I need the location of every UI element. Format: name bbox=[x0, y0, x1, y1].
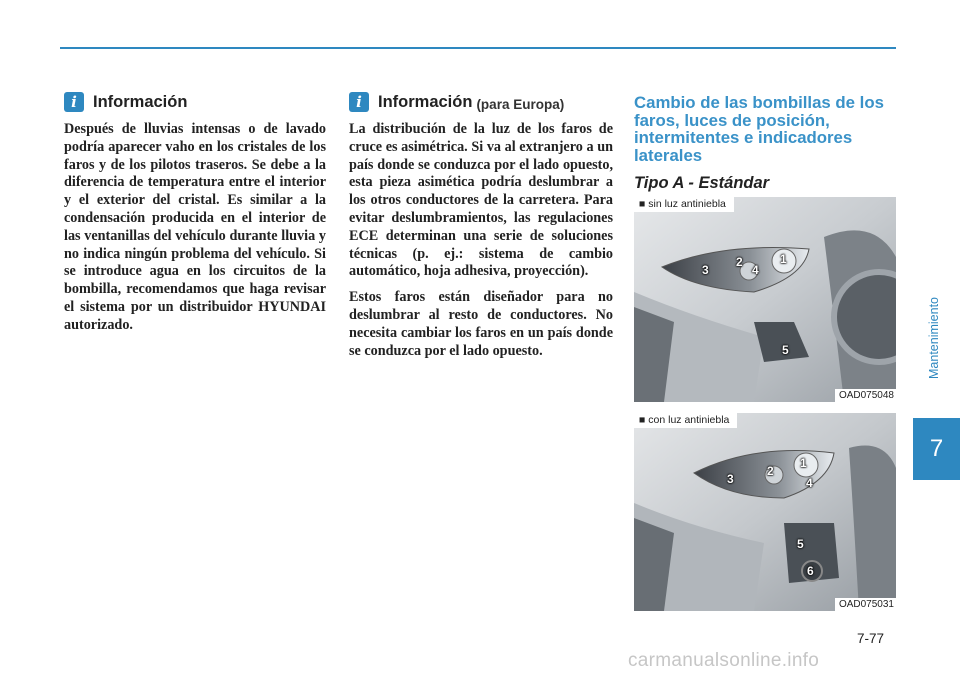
callout-1: 1 bbox=[800, 456, 807, 470]
info-header bbox=[64, 92, 326, 112]
info-title: Información bbox=[378, 92, 473, 111]
section-bulb-replacement bbox=[634, 92, 896, 201]
info-subtitle: (para Europa) bbox=[476, 97, 565, 112]
figure-code: OAD075048 bbox=[835, 389, 896, 402]
page-number: 7-77 bbox=[857, 631, 885, 646]
callout-2: 2 bbox=[767, 464, 774, 478]
info-paragraph: Después de lluvias intensas o de lavado podría aparecer vaho en los cristales de los faros y de los pilotos traseros. Se debe a la diferencia de temperatura entre el interior y el exterior del cristal. Es similar a la condensación producida en el interior de las ventanillas del vehículo durante lluvia y no indica ningún problema del vehículo. Si se introduce agua en los circuitos de la bombilla, recomendamos que haga revisar el sistema por un distribuidor HYUNDAI autorizado. bbox=[64, 121, 326, 333]
section-subtitle: Tipo A - Estándar bbox=[634, 174, 770, 192]
info-title: Información bbox=[93, 92, 188, 111]
section-title: Cambio de las bombillas de los faros, luces de posición, intermitentes e indicadores laterales bbox=[634, 93, 884, 165]
callout-3: 3 bbox=[727, 472, 734, 486]
headlamp-photo-with-fog bbox=[634, 413, 896, 611]
callout-3: 3 bbox=[702, 263, 709, 277]
callout-6: 6 bbox=[807, 564, 814, 578]
header-rule bbox=[60, 47, 896, 49]
chapter-name: Mantenimiento bbox=[927, 297, 941, 379]
info-i-icon: i bbox=[349, 92, 369, 112]
info-header bbox=[349, 92, 613, 112]
info-box-condensation bbox=[64, 92, 326, 343]
info-paragraph-1: La distribución de la luz de los faros de cruce es asimétrica. Si va al extranjero a un país donde se conduzca por el lado opuesto, esta pieza asimética podría deslumbrar a los otros conductores de la carretera. Para evitar deslumbramientos, las regulaciones ECE determinan una serie de soluciones técnicas (p. ej.: sistema de cambio automático, hoja adhesiva, proyección). bbox=[349, 121, 613, 280]
info-box-europe bbox=[349, 92, 613, 368]
callout-4: 4 bbox=[752, 263, 759, 277]
figure-label: ■ sin luz antiniebla bbox=[634, 197, 734, 212]
headlamp-illustration bbox=[634, 413, 896, 611]
figure-code: OAD075031 bbox=[835, 598, 896, 611]
headlamp-photo-without-fog bbox=[634, 197, 896, 402]
callout-5: 5 bbox=[782, 343, 789, 357]
callout-4: 4 bbox=[806, 476, 813, 490]
chapter-number-tab: 7 bbox=[913, 418, 960, 480]
callout-5: 5 bbox=[797, 537, 804, 551]
watermark: carmanualsonline.info bbox=[628, 650, 820, 671]
callout-2: 2 bbox=[736, 255, 743, 269]
info-i-icon: i bbox=[64, 92, 84, 112]
figure-label: ■ con luz antiniebla bbox=[634, 413, 737, 428]
callout-1: 1 bbox=[780, 252, 787, 266]
chapter-tab-label bbox=[924, 258, 944, 418]
info-paragraph-2: Estos faros están diseñador para no deslumbrar al resto de conductores. No necesita cambiar los faros en un país donde se conduzca por el lado opuesto. bbox=[349, 289, 613, 359]
headlamp-illustration bbox=[634, 197, 896, 402]
